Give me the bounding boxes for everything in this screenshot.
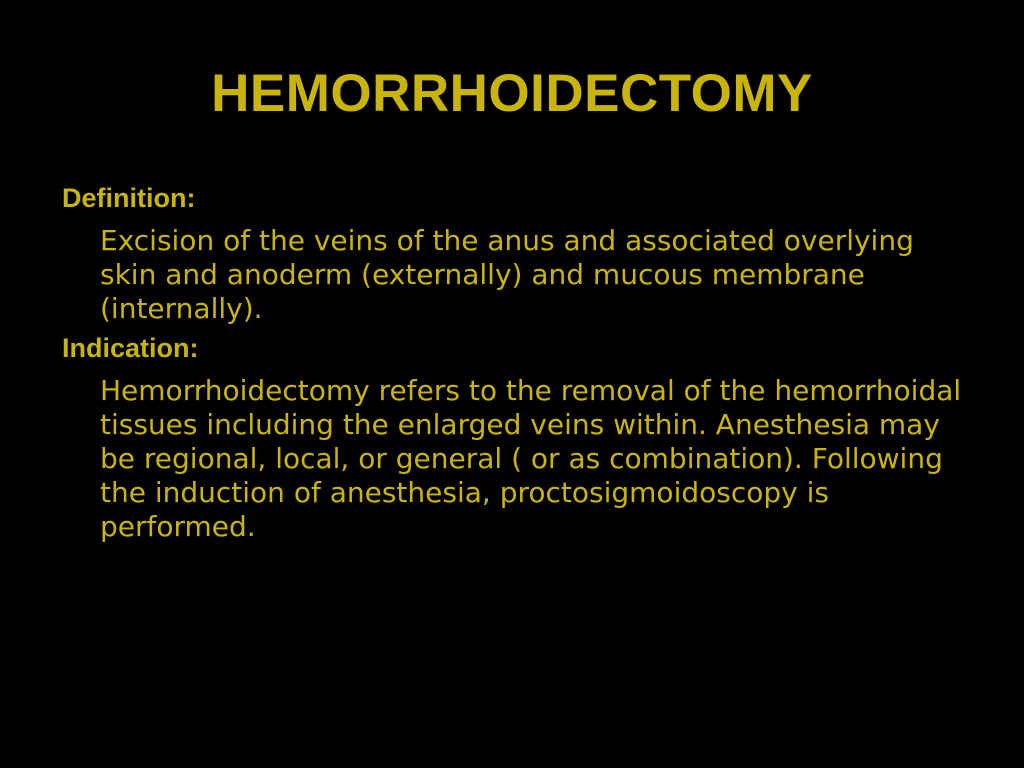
definition-heading: Definition:: [62, 183, 196, 213]
slide-title: HEMORRHOIDECTOMY: [211, 64, 813, 123]
indication-heading: Indication:: [62, 333, 199, 363]
slide-body: [62, 180, 962, 544]
definition-text: Excision of the veins of the anus and associated overlying skin and anoderm (externally) and mucous membrane (internally).: [100, 224, 914, 325]
indication-section: [62, 330, 962, 544]
indication-text: Hemorrhoidectomy refers to the removal of the hemorrhoidal tissues including the enlarged veins within. Anesthesia may be regional, local, or general ( or as combination). Following the induction of anesthesia, proctosigmoidoscopy is performed.: [100, 374, 962, 543]
definition-section: [62, 180, 962, 326]
